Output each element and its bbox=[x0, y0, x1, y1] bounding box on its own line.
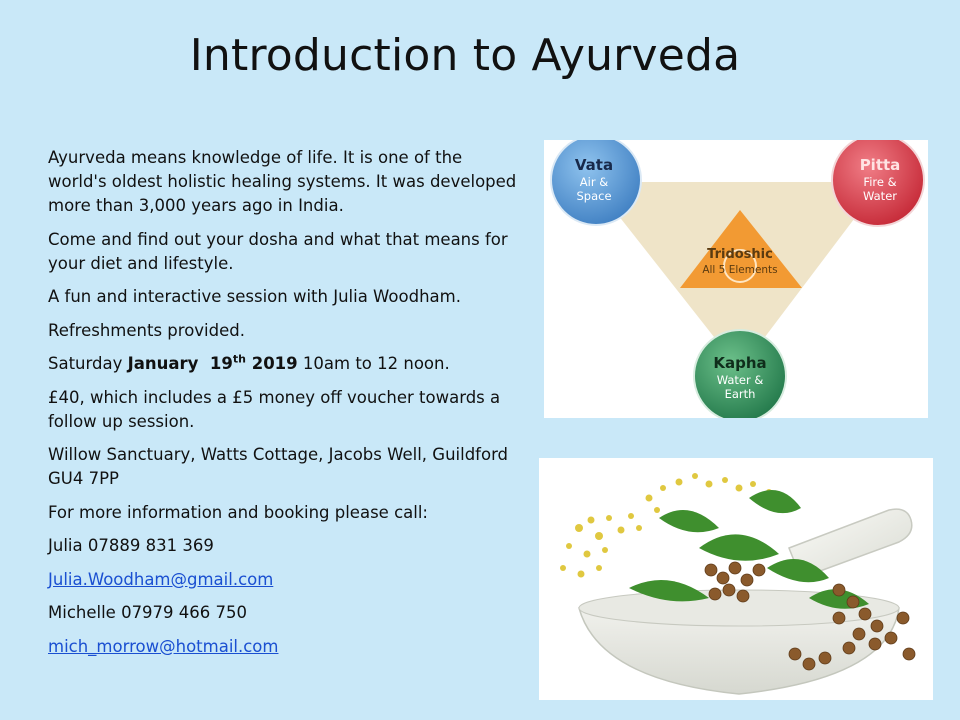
kapha-label: Kapha bbox=[713, 354, 767, 372]
tridoshic-label: Tridoshic bbox=[707, 247, 773, 262]
price-paragraph: £40, which includes a £5 money off voucher towards a follow up session. bbox=[48, 387, 501, 431]
contact-michelle-email-link[interactable]: mich_morrow@hotmail.com bbox=[48, 636, 279, 656]
date-day: 19 bbox=[209, 354, 233, 373]
dosha-diagram bbox=[544, 140, 928, 418]
date-year: 2019 bbox=[251, 354, 298, 373]
vata-label: Vata bbox=[574, 156, 614, 174]
kapha-line2: Earth bbox=[724, 387, 756, 401]
intro-paragraph: Ayurveda means knowledge of life. It is one of the world's oldest holistic healing systems. It was developed more than 3,000 years ago in India. bbox=[48, 148, 517, 215]
kapha-circle bbox=[694, 330, 786, 418]
pitta-label: Pitta bbox=[859, 156, 901, 174]
refreshments-paragraph: Refreshments provided. bbox=[48, 320, 245, 340]
tridoshic-sub-label: All 5 Elements bbox=[702, 264, 778, 276]
yellow-flower-sprigs bbox=[560, 473, 772, 578]
date-suffix: th bbox=[232, 352, 246, 366]
contact-michelle-phone: Michelle 07979 466 750 bbox=[48, 603, 248, 622]
pitta-line1: Fire & bbox=[863, 175, 897, 189]
event-details bbox=[48, 146, 518, 668]
host-paragraph: A fun and interactive session with Julia Woodham. bbox=[48, 287, 461, 306]
venue-paragraph: Willow Sanctuary, Watts Cottage, Jacobs Well, Guildford GU4 7PP bbox=[48, 445, 509, 488]
dosha-paragraph: Come and find out your dosha and what that means for your diet and lifestyle. bbox=[48, 229, 508, 273]
mortar-pestle-illustration bbox=[539, 458, 933, 700]
date-paragraph bbox=[48, 352, 518, 376]
vata-circle bbox=[551, 140, 641, 225]
vata-line1: Air & bbox=[579, 175, 609, 189]
vata-line2: Space bbox=[576, 189, 612, 203]
mortar-pestle-photo bbox=[539, 458, 933, 700]
contact-julia-email-link[interactable]: Julia.Woodham@gmail.com bbox=[48, 569, 274, 589]
pitta-circle bbox=[832, 140, 924, 226]
kapha-line1: Water & bbox=[716, 373, 764, 387]
date-time: 10am to 12 noon. bbox=[297, 354, 450, 373]
contact-julia-phone: Julia 07889 831 369 bbox=[48, 536, 214, 555]
dosha-diagram-svg bbox=[544, 140, 928, 418]
pitta-line2: Water bbox=[863, 189, 897, 203]
date-prefix: Saturday bbox=[48, 354, 128, 373]
slide-title: Introduction to Ayurveda bbox=[189, 30, 741, 81]
booking-paragraph: For more information and booking please call: bbox=[48, 502, 428, 522]
date-month: January bbox=[127, 354, 199, 373]
